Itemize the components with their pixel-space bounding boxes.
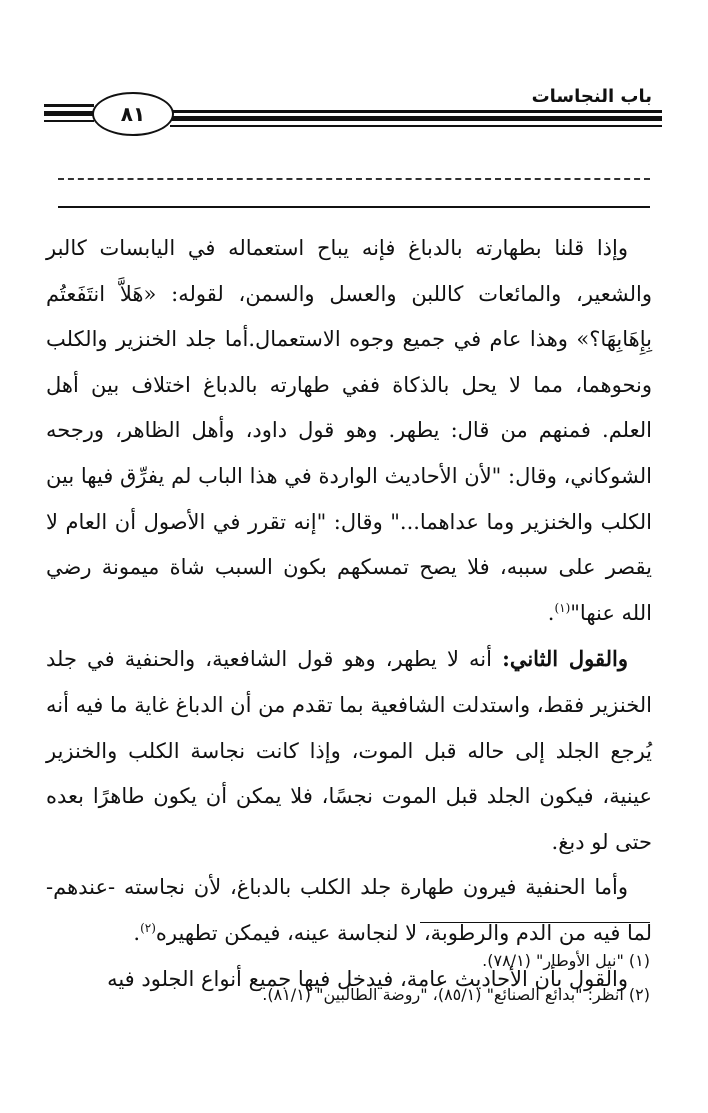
paragraph-2-text: أنه لا يطهر، وهو قول الشافعية، والحنفية في جلد الخنزير فقط، واستدلت الشافعية بما تقدم من أن الدباغ غاية ما فيه أنه يُرجع الجلد إلى حاله قبل الموت، وإذا كانت نجاسة الكلب والخنزير عينية، فيكون الجلد قبل الموت نجسًا، فلا يمكن أن يكون طاهرًا بعده حتى لو دبغ. xyxy=(46,647,652,854)
footnotes xyxy=(60,944,650,1012)
paragraph-1-text: وإذا قلنا بطهارته بالدباغ فإنه يباح استعماله في اليابسات كالبر والشعير، والمائعات كاللبن والعسل والسمن، لقوله: «هَلاَّ انتَفَعتُم بِإِهَابِهَا؟» وهذا عام في جميع وجوه الاستعمال.أما جلد الخنزير والكلب ونحوهما، مما لا يحل بالذكاة ففي طهارته بالدباغ اختلاف بين أهل العلم. فمنهم من قال: يطهر. وهو قول داود، وأهل الظاهر، ورجحه الشوكاني، وقال: "لأن الأحاديث الواردة في هذا الباب لم يفرِّق فيها بين الكلب والخنزير وما عداهما..." وقال: "إنه تقرر في الأصول أن العام لا يقصر على سببه، فلا يصح تمسكهم بكون السبب شاة ميمونة رضي الله عنها" xyxy=(46,236,652,625)
paragraph-2 xyxy=(46,636,652,865)
solid-divider xyxy=(58,206,650,208)
header-rule xyxy=(44,104,94,107)
header-rule xyxy=(170,110,662,113)
header-rule xyxy=(170,125,662,127)
paragraph-2-lead: والقول الثاني: xyxy=(502,646,628,672)
footnote-ref-2: (٢) xyxy=(140,920,156,935)
paragraph-3-text: وأما الحنفية فيرون طهارة جلد الكلب بالدباغ، لأن نجاسته -عندهم- لما فيه من الدم والرطوبة، لا لنجاسة عينه، فيمكن تطهيره xyxy=(46,875,652,945)
paragraph-3-end: . xyxy=(133,920,141,945)
dashed-divider xyxy=(58,178,650,180)
chapter-title: باب النجاسات xyxy=(531,86,652,107)
paragraph-3 xyxy=(46,865,652,956)
page-number-text: ٨١ xyxy=(120,102,146,126)
paragraph-4-text: والقول بأن الأحاديث عامة، فيدخل فيها جميع أنواع الجلود فيه xyxy=(107,966,628,991)
footnote-2: (٢) انظر: "بدائع الصنائع" (٨٥/١)، "روضة الطالبين" (٨١/١). xyxy=(262,985,650,1004)
header-rule xyxy=(44,111,94,116)
page-number xyxy=(92,92,174,136)
header-rule xyxy=(44,120,94,122)
footnote-1: (١) "نيل الأوطار" (٧٨/١). xyxy=(482,951,650,970)
paragraph-1-end: . xyxy=(547,600,555,625)
footnote-ref-1: (١) xyxy=(554,600,571,615)
header-rule xyxy=(170,116,662,121)
paragraph-1 xyxy=(46,226,652,636)
main-text xyxy=(46,226,652,1002)
footnote-divider xyxy=(420,922,650,923)
